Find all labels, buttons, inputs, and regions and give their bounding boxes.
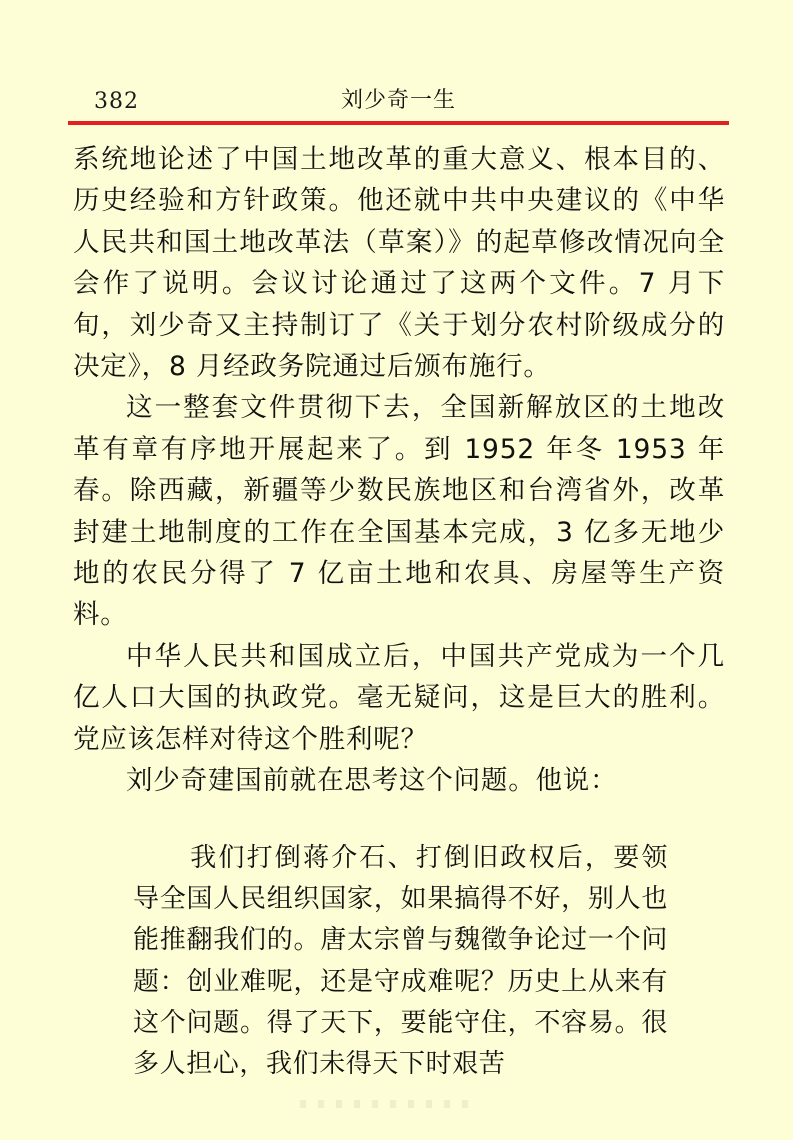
header-rule <box>68 121 729 125</box>
page-number: 382 <box>94 89 139 114</box>
page-bottom-artifact <box>300 1100 480 1108</box>
paragraph-ruling-party: 中华人民共和国成立后，中国共产党成为一个几亿人口大国的执政党。毫无疑问，这是巨大的胜利。党应该怎样对待这个胜利呢？ <box>73 640 725 755</box>
paragraph-land-reform-law: 系统地论述了中国土地改革的重大意义、根本目的、历史经验和方针政策。他还就中共中央建议的《中华人民共和国土地改革法（草案）》的起草修改情况向全会作了说明。会议讨论通过了这两个文件。7 月下旬，刘少奇又主持制订了《关于划分农村阶级成分的决定》，8 月经政务院通过后颁布施行。 <box>73 144 725 383</box>
page-header <box>68 84 729 120</box>
body-text <box>73 139 725 802</box>
paragraph-liu-shaoqi-thinking: 刘少奇建国前就在思考这个问题。他说： <box>126 765 618 797</box>
running-title: 刘少奇一生 <box>340 88 456 113</box>
paragraph-land-reform-completion: 这一整套文件贯彻下去，全国新解放区的土地改革有章有序地开展起来了。到 1952 年冬 1953 年春。除西藏，新疆等少数民族地区和台湾省外，改革封建土地制度的工作在全国基本完成，3 亿多无地少地的农民分得了 7 亿亩土地和农具、房屋等生产资料。 <box>73 392 725 631</box>
block-quote <box>133 838 668 1085</box>
quote-text: 我们打倒蒋介石、打倒旧政权后，要领导全国人民组织国家，如果搞得不好，别人也能推翻我们的。唐太宗曾与魏徵争论过一个问题：创业难呢，还是守成难呢？历史上从来有这个问题。得了天下，要能守住，不容易。很多人担心，我们未得天下时艰苦 <box>133 843 668 1080</box>
